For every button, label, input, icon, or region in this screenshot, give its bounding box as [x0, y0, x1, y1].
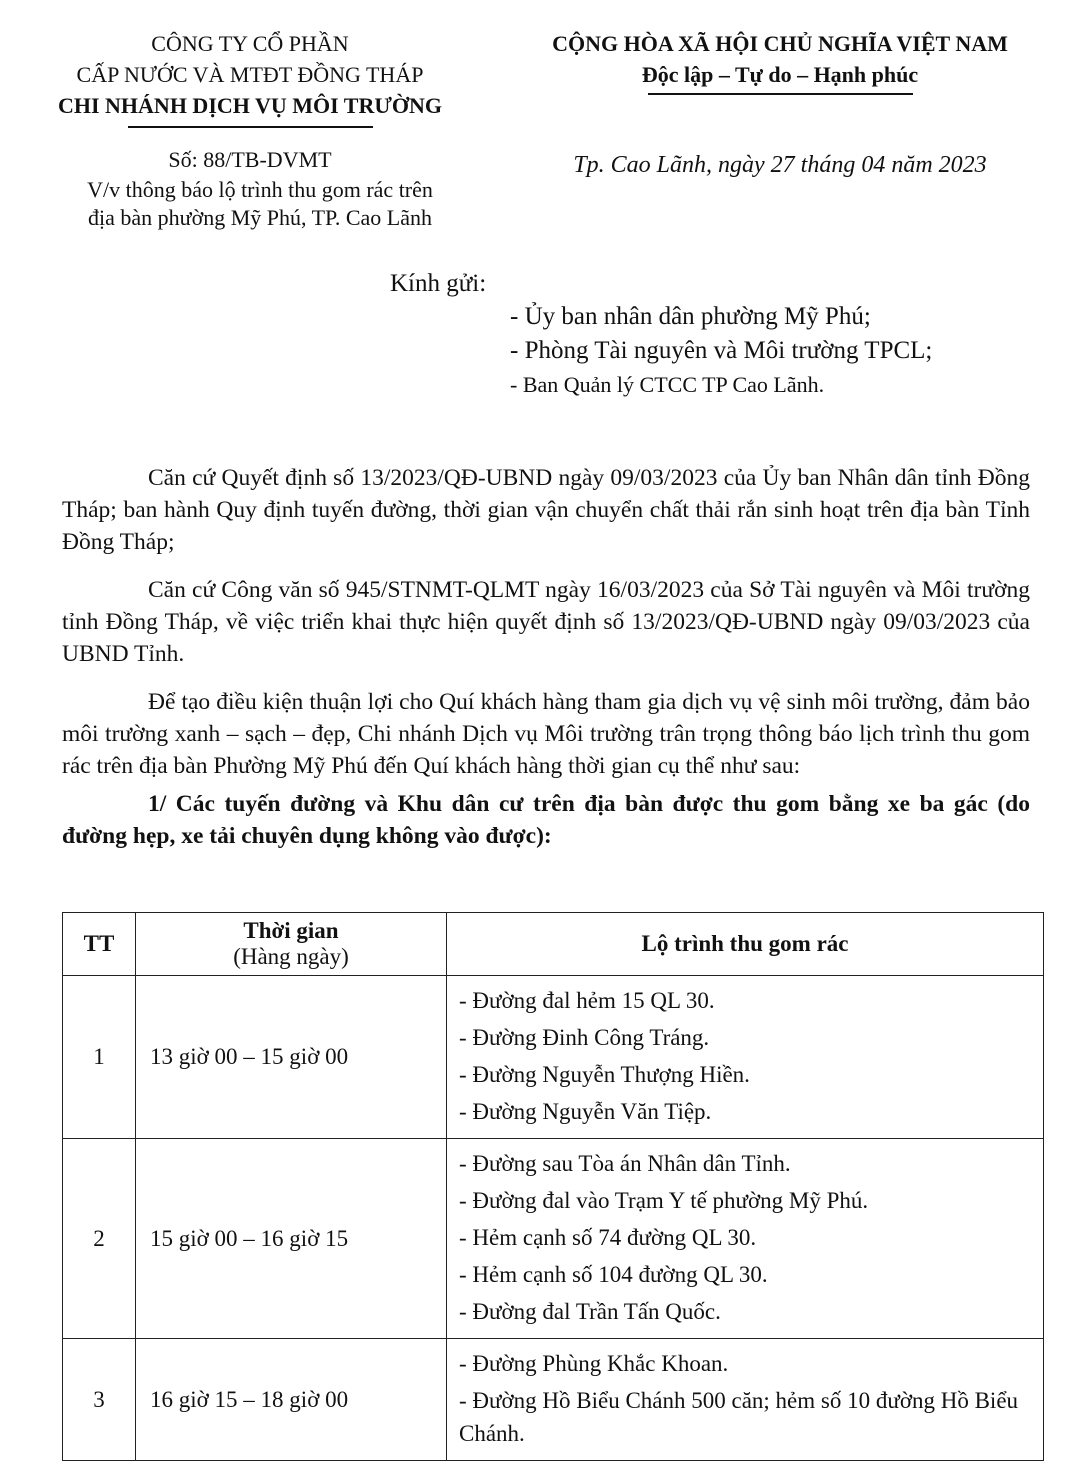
header-time-sub: (Hàng ngày) — [233, 944, 349, 969]
row-time: 13 giờ 00 – 15 giờ 00 — [136, 976, 447, 1139]
national-header — [500, 28, 1060, 95]
document-body — [62, 462, 1030, 852]
addressee-item: - Ủy ban nhân dân phường Mỹ Phú; — [510, 303, 871, 330]
motto-underline — [648, 93, 913, 95]
row-time: 16 giờ 15 – 18 giờ 00 — [136, 1339, 447, 1461]
addressee-list — [510, 300, 932, 402]
addressee-item: - Phòng Tài nguyên và Môi trường TPCL; — [510, 337, 933, 364]
national-motto: Độc lập – Tự do – Hạnh phúc — [641, 62, 919, 87]
row-number: 2 — [63, 1139, 136, 1339]
row-number: 1 — [63, 976, 136, 1139]
company-name-line1: CÔNG TY CỔ PHẦN — [151, 31, 349, 56]
document-subject — [40, 176, 480, 232]
document-number: Số: 88/TB-DVMT — [168, 147, 332, 172]
subject-line: địa bàn phường Mỹ Phú, TP. Cao Lãnh — [88, 205, 432, 230]
header-time — [136, 913, 447, 976]
branch-name: CHI NHÁNH DỊCH VỤ MÔI TRƯỜNG — [57, 93, 442, 118]
header-route: Lộ trình thu gom rác — [447, 913, 1044, 976]
row-number: 3 — [63, 1339, 136, 1461]
route-item: - Đường đal vào Trạm Y tế phường Mỹ Phú. — [459, 1188, 869, 1213]
row-routes — [447, 1139, 1044, 1339]
route-item: - Đường Nguyễn Văn Tiệp. — [459, 1099, 712, 1124]
route-item: - Hẻm cạnh số 104 đường QL 30. — [459, 1262, 768, 1287]
table-row — [63, 1139, 1044, 1339]
table-header-row — [63, 913, 1044, 976]
issuer-header — [40, 28, 460, 128]
row-routes — [447, 1339, 1044, 1461]
table-row — [63, 1339, 1044, 1461]
body-paragraph: Căn cứ Công văn số 945/STNMT-QLMT ngày 16/03/2023 của Sở Tài nguyên và Môi trường tỉnh Đồng Tháp, về việc triển khai thực hiện quyết định số 13/2023/QĐ-UBND ngày 09/03/2023 của UBND Tỉnh. — [62, 577, 1030, 667]
row-time: 15 giờ 00 – 16 giờ 15 — [136, 1139, 447, 1339]
body-paragraph: Căn cứ Quyết định số 13/2023/QĐ-UBND ngày 09/03/2023 của Ủy ban Nhân dân tỉnh Đồng Tháp; ban hành Quy định tuyến đường, thời gian vận chuyển chất thải rắn sinh hoạt trên địa bàn Tỉnh Đồng Tháp; — [62, 465, 1030, 555]
route-item: - Đường đal hẻm 15 QL 30. — [459, 988, 715, 1013]
row-routes — [447, 976, 1044, 1139]
route-item: - Đường Phùng Khắc Khoan. — [459, 1351, 729, 1376]
nation-title: CỘNG HÒA XÃ HỘI CHỦ NGHĨA VIỆT NAM — [552, 31, 1008, 56]
route-item: - Đường Hồ Biểu Chánh 500 căn; hẻm số 10 đường Hồ Biểu Chánh. — [459, 1388, 1019, 1446]
route-item: - Đường sau Tòa án Nhân dân Tỉnh. — [459, 1151, 791, 1176]
route-item: - Đường đal Trần Tấn Quốc. — [459, 1299, 721, 1324]
header-time-label: Thời gian — [243, 918, 339, 943]
route-item: - Đường Nguyễn Thượng Hiền. — [459, 1062, 750, 1087]
issuer-underline — [128, 126, 373, 128]
document-date: Tp. Cao Lãnh, ngày 27 tháng 04 năm 2023 — [573, 152, 987, 178]
table-row — [63, 976, 1044, 1139]
subject-line: V/v thông báo lộ trình thu gom rác trên — [87, 177, 433, 202]
section-heading: 1/ Các tuyến đường và Khu dân cư trên địa bàn được thu gom bằng xe ba gác (do đường hẹp, xe tải chuyên dụng không vào được): — [62, 791, 1030, 849]
route-item: - Đường Đinh Công Tráng. — [459, 1025, 710, 1050]
addressee-label: Kính gửi: — [390, 270, 487, 297]
company-name-line2: CẤP NƯỚC VÀ MTĐT ĐỒNG THÁP — [76, 62, 424, 87]
addressee-item: - Ban Quản lý CTCC TP Cao Lãnh. — [510, 372, 825, 397]
route-item: - Hẻm cạnh số 74 đường QL 30. — [459, 1225, 757, 1250]
header-tt: TT — [63, 913, 136, 976]
collection-schedule-table — [62, 912, 1044, 1461]
body-paragraph: Để tạo điều kiện thuận lợi cho Quí khách hàng tham gia dịch vụ vệ sinh môi trường, đảm bảo môi trường xanh – sạch – đẹp, Chi nhánh Dịch vụ Môi trường trân trọng thông báo lịch trình thu gom rác trên địa bàn Phường Mỹ Phú đến Quí khách hàng thời gian cụ thể như sau: — [62, 689, 1030, 779]
